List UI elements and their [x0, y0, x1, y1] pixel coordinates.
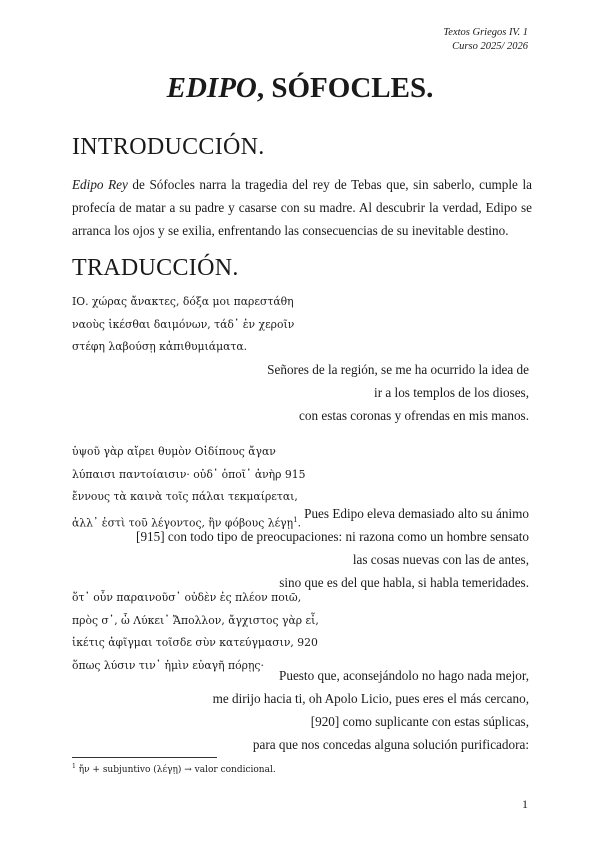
translation-heading: TRADUCCIÓN.: [72, 255, 239, 281]
spanish-translation: [136, 502, 529, 594]
translation-line: Señores de la región, se me ha ocurrido la idea de: [267, 362, 529, 377]
greek-line: ὑψοῦ γὰρ αἴρει θυμὸν Οἰδίπους ἄγαν: [72, 445, 276, 458]
play-title: EDIPO: [166, 72, 257, 104]
greek-line: ἱκέτις ἀφῖγμαι τοῖσδε σὺν κατεύγμασιν, 920: [72, 636, 318, 649]
greek-line: ἀλλ᾽ ἐστὶ τοῦ λέγοντος, ἢν φόβους λέγῃ$^1$.: [72, 515, 301, 530]
translation-line: ir a los templos de los dioses,: [374, 385, 529, 400]
greek-line: ὅπως λύσιν τιν᾽ ἡμὶν εὐαγῆ πόρῃς·: [72, 658, 264, 672]
translation-line: sino que es del que habla, si habla temeridades.: [279, 575, 529, 590]
translation-line: Pues Edipo eleva demasiado alto su ánimo: [304, 506, 529, 521]
footnote-marker[interactable]: 1: [293, 515, 298, 524]
greek-line: ναοὺς ἱκέσθαι δαιμόνων, τάδ᾽ ἐν χεροῖν: [72, 317, 295, 331]
footnote: [72, 763, 276, 775]
course-header: [443, 26, 528, 54]
document-title: [0, 72, 600, 105]
translation-line: [920] como suplicante con estas súplicas,: [310, 714, 529, 729]
course-year: Curso 2025/ 2026: [452, 41, 528, 52]
translation-line: para que nos concedas alguna solución purificadora:: [252, 737, 529, 752]
work-title: Edipo Rey: [72, 177, 128, 192]
greek-line: ΙΟ. χώρας ἄνακτες, δόξα μοι παρεστάθη: [72, 295, 294, 308]
greek-line: ὅτ᾽ οὖν παραινοῦσ᾽ οὐδὲν ἐς πλέον ποιῶ,: [72, 591, 302, 604]
introduction-paragraph: [72, 173, 532, 242]
translation-line: Puesto que, aconsejándolo no hago nada mejor,: [279, 668, 529, 683]
translation-line: me dirijo hacia ti, oh Apolo Licio, pues eres el más cercano,: [212, 691, 529, 706]
greek-line: ἔννους τὰ καινὰ τοῖς πάλαι τεκμαίρεται,: [72, 490, 298, 503]
translation-line: las cosas nuevas con las de antes,: [352, 552, 529, 567]
translation-line: [915] con todo tipo de preocupaciones: ni razona como un hombre sensato: [136, 529, 529, 544]
introduction-text: de Sófocles narra la tragedia del rey de Tebas que, sin saberlo, cumple la profecía de matar a su padre y casarse con su madre. Al descubrir la verdad, Edipo se arranca los ojos y se exilia, enfrentando las consecuencias de su inevitable destino.: [72, 177, 533, 238]
greek-line: στέφη λαβούσῃ κἀπιθυμιάματα.: [72, 340, 248, 353]
footnote-divider: [72, 757, 217, 758]
author-name: , SÓFOCLES.: [256, 72, 434, 104]
greek-line: πρὸς σ᾽, ὦ Λύκει᾽ Ἄπολλον, ἄγχιστος γὰρ εἶ,: [72, 613, 319, 627]
translation-line: con estas coronas y ofrendas en mis manos.: [299, 408, 529, 423]
spanish-translation: [213, 664, 529, 756]
spanish-translation: [267, 358, 529, 427]
page-number: 1: [522, 797, 528, 811]
footnote-text: ἤν + subjuntivo (λέγῃ) → valor condicional.: [75, 765, 276, 775]
greek-line: λύπαισι παντοίαισιν· οὐδ᾽ ὁποῖ᾽ ἀνὴρ 915: [72, 467, 306, 481]
greek-passage: [72, 291, 294, 359]
footnote-number: 1: [72, 763, 76, 770]
course-title: Textos Griegos IV. 1: [443, 27, 528, 38]
introduction-heading: INTRODUCCIÓN.: [72, 134, 265, 160]
